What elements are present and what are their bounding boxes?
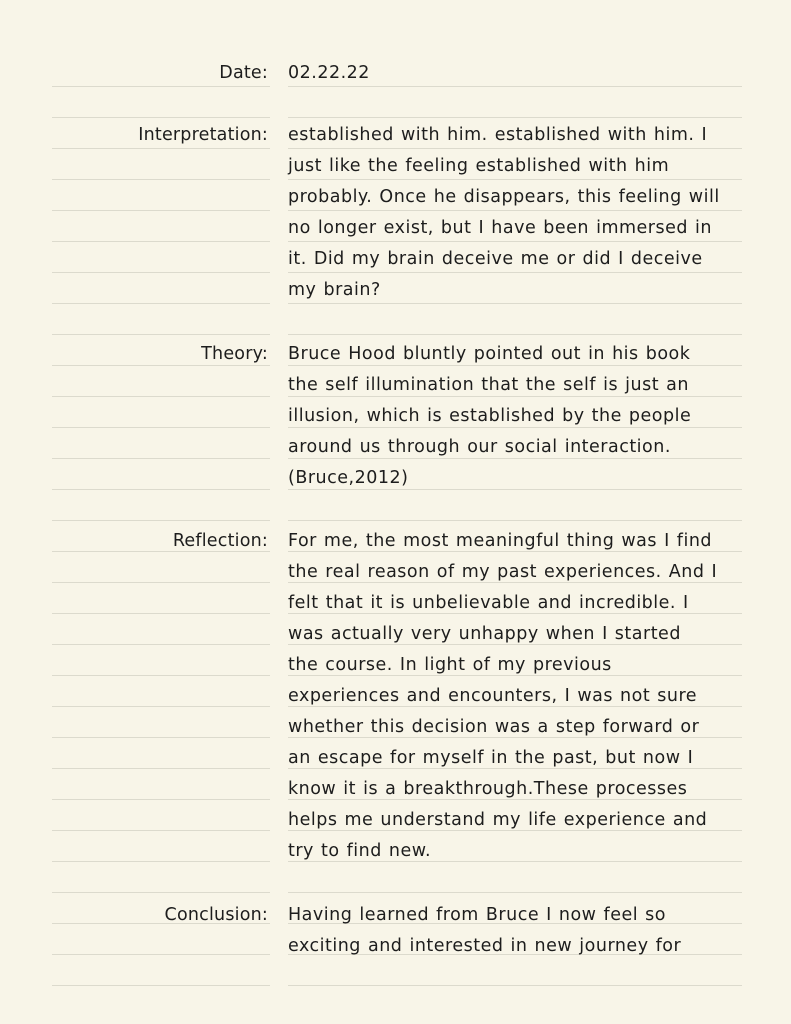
ruled-line xyxy=(52,985,270,986)
ruled-line xyxy=(52,241,270,242)
text-line: For me, the most meaningful thing was I find xyxy=(288,531,713,551)
ruled-line xyxy=(52,582,270,583)
text-line: the course. In light of my previous xyxy=(288,655,612,675)
text-line: was actually very unhappy when I started xyxy=(288,624,681,644)
text-line: established with him. established with him. I xyxy=(288,125,708,145)
ruled-line xyxy=(52,892,270,893)
reflection-label: Reflection: xyxy=(172,531,268,551)
ruled-line xyxy=(52,303,270,304)
text-line: an escape for myself in the past, but now I xyxy=(288,748,694,768)
ruled-line xyxy=(52,458,270,459)
ruled-line xyxy=(52,861,270,862)
text-line: it. Did my brain deceive me or did I deceive xyxy=(288,249,703,269)
ruled-line xyxy=(52,520,270,521)
ruled-line xyxy=(288,892,742,893)
text-line: Bruce Hood bluntly pointed out in his book xyxy=(288,344,691,364)
text-line: whether this decision was a step forward or xyxy=(288,717,700,737)
ruled-line xyxy=(52,427,270,428)
ruled-line xyxy=(52,675,270,676)
ruled-line xyxy=(52,830,270,831)
text-line: around us through our social interaction. xyxy=(288,437,671,457)
date-label: Date: xyxy=(219,63,268,83)
text-line: illusion, which is established by the people xyxy=(288,406,692,426)
ruled-line xyxy=(288,334,742,335)
text-line: experiences and encounters, I was not sure xyxy=(288,686,698,706)
ruled-line xyxy=(288,117,742,118)
reflection-text xyxy=(288,526,750,867)
ruled-line xyxy=(52,489,270,490)
text-line: know it is a breakthrough.These processes xyxy=(288,779,688,799)
ruled-line xyxy=(52,334,270,335)
text-line: helps me understand my life experience and xyxy=(288,810,708,830)
text-line: no longer exist, but I have been immersed in xyxy=(288,218,713,238)
ruled-line xyxy=(52,706,270,707)
text-line: probably. Once he disappears, this feeling will xyxy=(288,187,720,207)
ruled-line xyxy=(52,117,270,118)
interpretation-label: Interpretation: xyxy=(138,125,268,145)
ruled-line xyxy=(288,985,742,986)
date-value: 02.22.22 xyxy=(288,63,370,83)
text-line: felt that it is unbelievable and incredible. I xyxy=(288,593,689,613)
ruled-line xyxy=(52,799,270,800)
interpretation-text xyxy=(288,120,750,306)
ruled-line xyxy=(288,520,742,521)
text-line: try to find new. xyxy=(288,841,432,861)
ruled-line xyxy=(52,644,270,645)
text-line: just like the feeling established with him xyxy=(288,156,670,176)
ruled-line xyxy=(52,210,270,211)
text-line: exciting and interested in new journey for xyxy=(288,936,682,956)
conclusion-label: Conclusion: xyxy=(164,905,268,925)
theory-text xyxy=(288,339,750,494)
date-value-block xyxy=(288,58,750,89)
ruled-line xyxy=(52,613,270,614)
ruled-line xyxy=(52,179,270,180)
conclusion-text xyxy=(288,900,750,962)
text-line: Having learned from Bruce I now feel so xyxy=(288,905,667,925)
text-line: (Bruce,2012) xyxy=(288,468,409,488)
text-line: my brain? xyxy=(288,280,381,300)
text-line: the self illumination that the self is just an xyxy=(288,375,689,395)
theory-label: Theory: xyxy=(201,344,268,364)
ruled-line xyxy=(52,737,270,738)
text-line: the real reason of my past experiences. And I xyxy=(288,562,718,582)
ruled-line xyxy=(52,396,270,397)
ruled-line xyxy=(52,954,270,955)
ruled-line xyxy=(52,768,270,769)
ruled-line xyxy=(52,272,270,273)
